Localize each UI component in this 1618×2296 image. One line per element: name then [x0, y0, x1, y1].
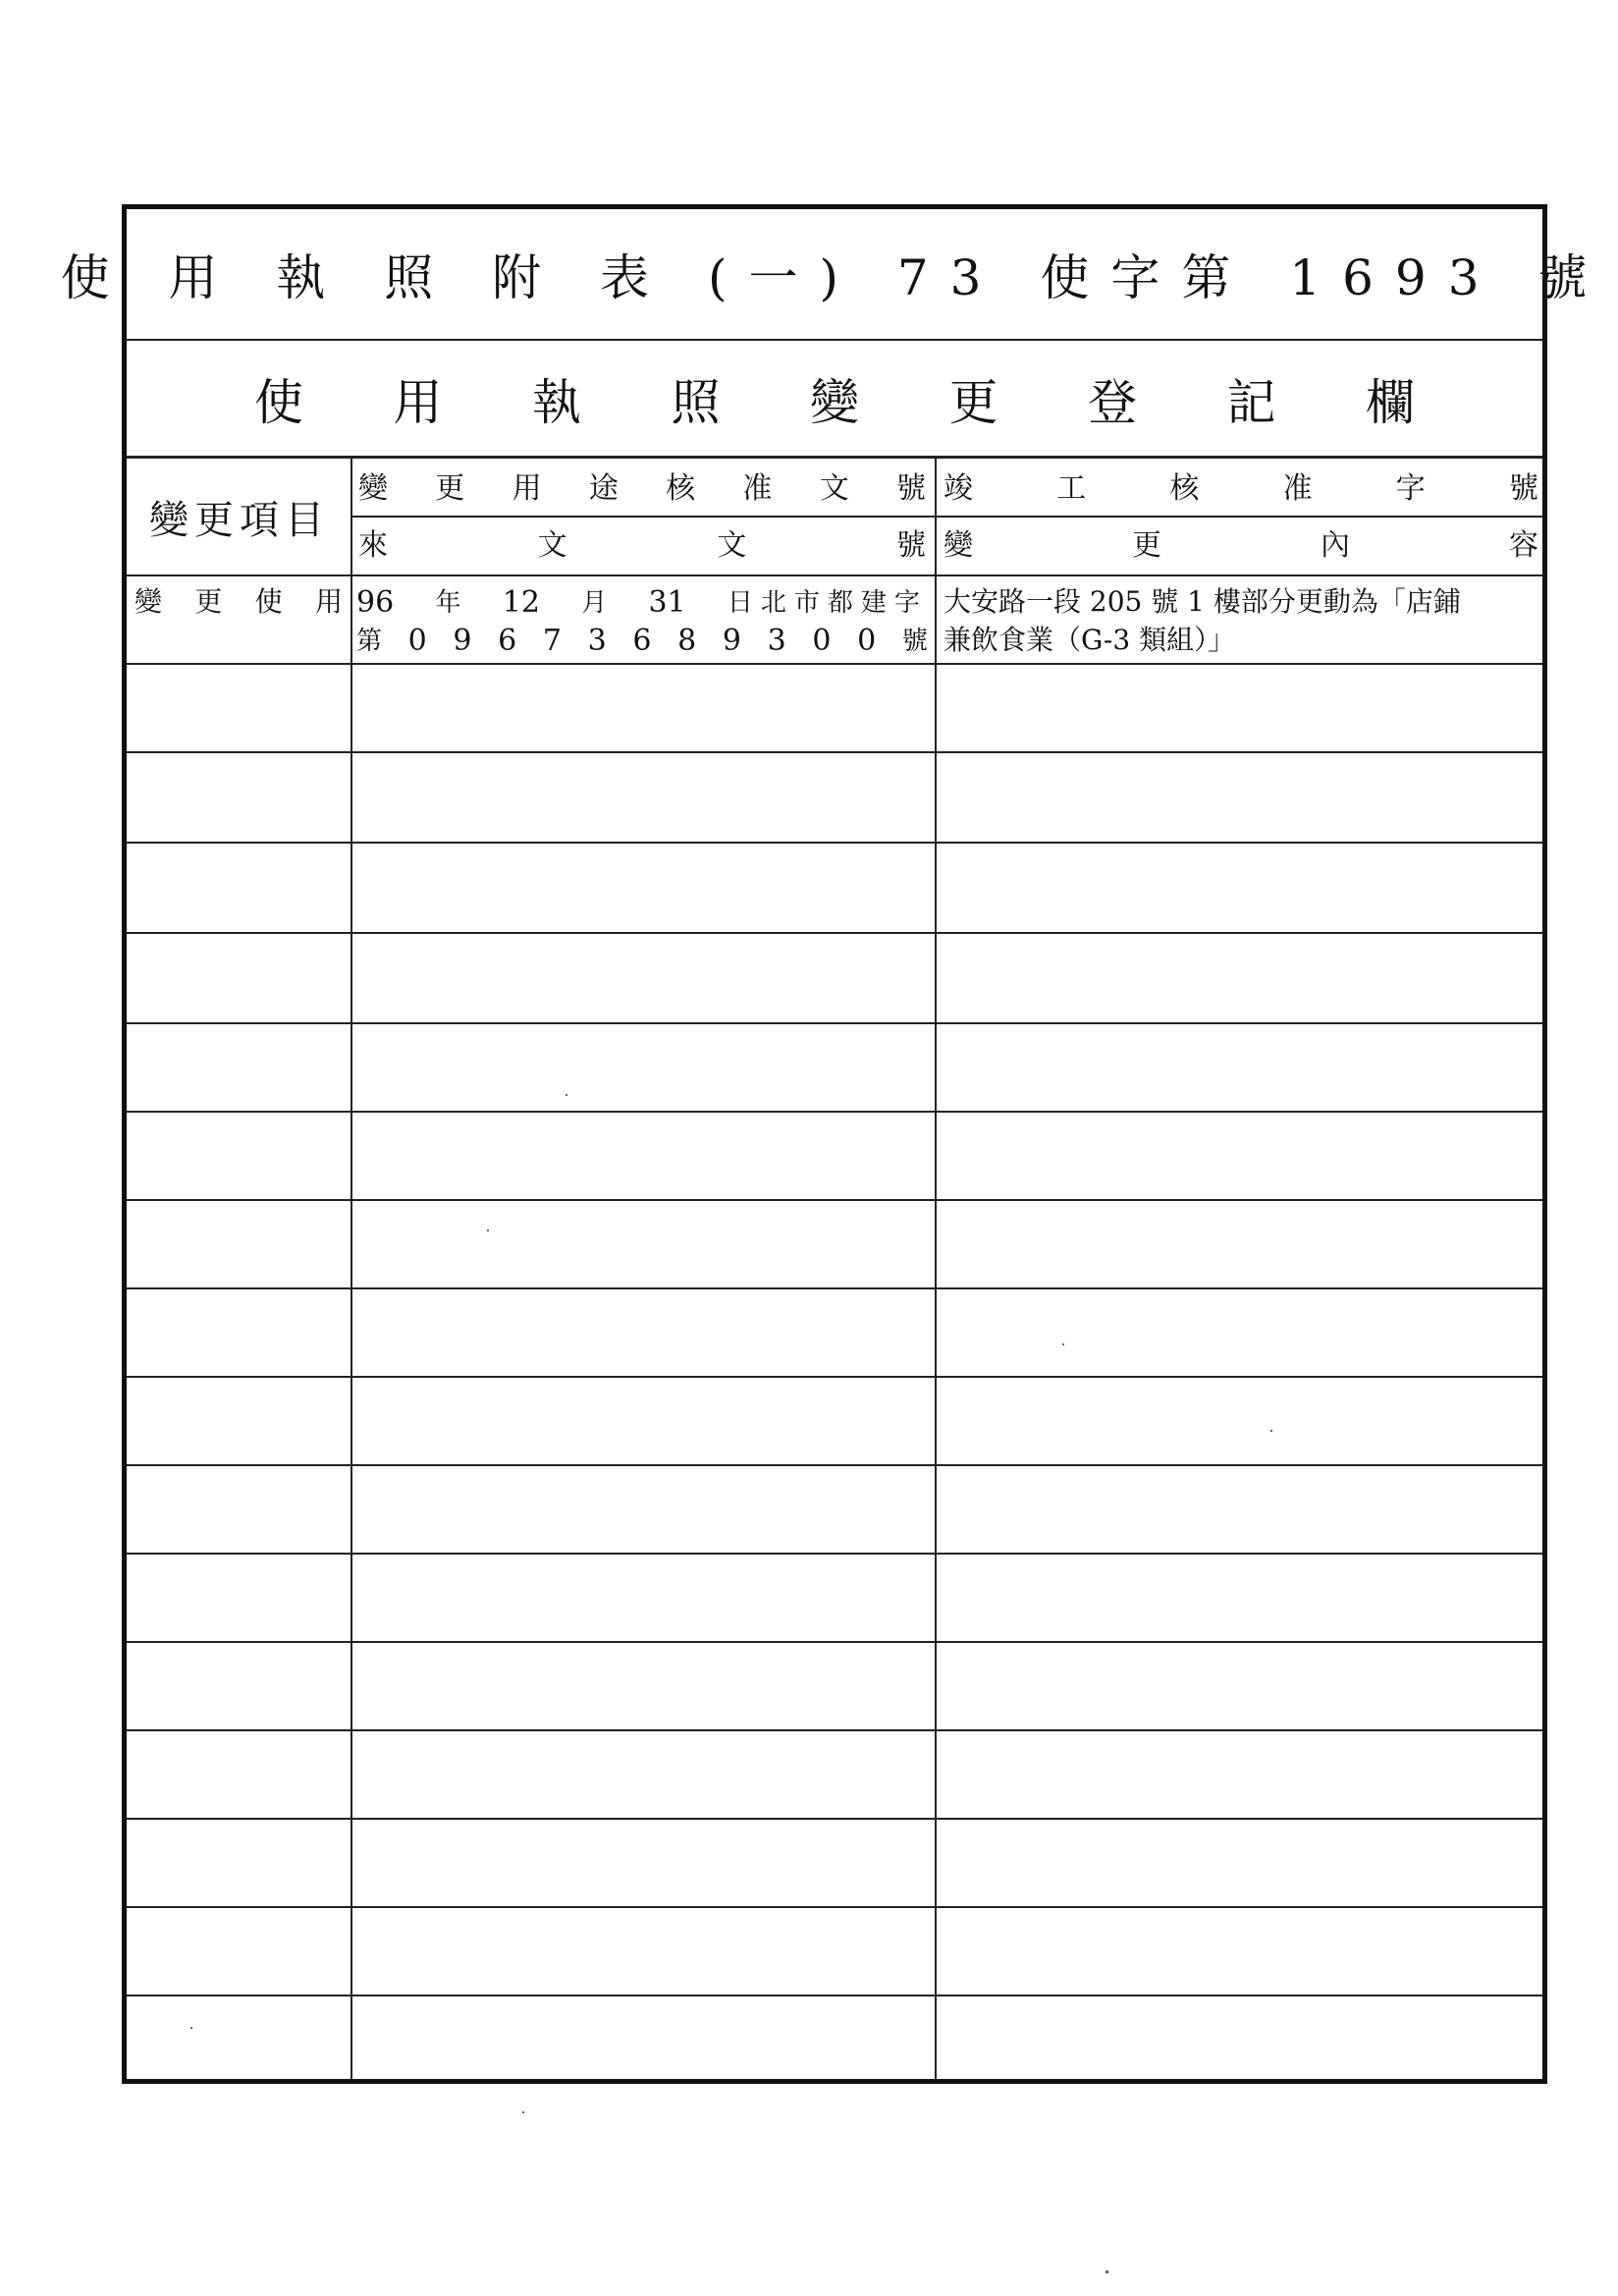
- row-line: [127, 1199, 1542, 1201]
- scan-speck: [190, 2027, 192, 2029]
- entry-change-content-line-1: 大安路一段 205 號 1 樓部分更動為「店鋪: [944, 585, 1461, 618]
- entry-change-item: 變 更 使 用: [135, 585, 343, 618]
- form-title: 使 用 執 照 附 表 (一) 73 使字第 1693 號: [60, 249, 1609, 306]
- row-line: [127, 663, 1542, 665]
- entry-change-content-line-2: 兼飲食業（G-3 類組）」: [944, 624, 1236, 656]
- row-line: [127, 1553, 1542, 1555]
- usage-permit-form: [60, 204, 1609, 2084]
- section-title-char: 用: [393, 373, 443, 431]
- row-line: [127, 1022, 1542, 1024]
- section-title-char: 登: [1088, 373, 1137, 431]
- form-title-row: [60, 209, 1609, 341]
- column-divider-1: [351, 459, 352, 2079]
- row-line: [127, 1729, 1542, 1731]
- row-line: [127, 1818, 1542, 1820]
- row-line: [127, 1376, 1542, 1378]
- scan-speck: [566, 1094, 567, 1096]
- row-line: [127, 1464, 1542, 1466]
- row-line: [127, 1906, 1542, 1908]
- section-title-char: 更: [948, 373, 998, 431]
- section-title-char: 欄: [1366, 373, 1415, 431]
- scan-speck: [1062, 1343, 1064, 1345]
- row-line: [127, 1995, 1542, 1996]
- section-title: [254, 341, 1415, 456]
- change-content-header: 變 更 內 容: [944, 528, 1538, 563]
- entry-reference-line-1: 96 年 12 月 31 日北市都建字: [356, 585, 928, 620]
- change-item-header: 變更項目: [149, 497, 330, 543]
- row-line: [127, 751, 1542, 753]
- section-title-char: 變: [810, 373, 859, 431]
- column-divider-2: [935, 459, 937, 2079]
- completion-approval-number-header: 竣 工 核 准 字 號: [944, 471, 1538, 506]
- header-split-line: [352, 516, 1542, 518]
- section-title-char: 記: [1226, 373, 1276, 431]
- incoming-doc-number-header: 來 文 文 號: [358, 528, 926, 563]
- section-title-char: 照: [671, 373, 721, 431]
- entry-reference-line-2: 第 0 9 6 7 3 6 8 9 3 0 0 號: [356, 624, 928, 658]
- section-title-row: [127, 341, 1542, 459]
- row-line: [127, 1111, 1542, 1113]
- scan-speck: [1106, 2270, 1108, 2273]
- scan-speck: [1270, 1430, 1272, 1432]
- section-title-char: 使: [254, 373, 303, 431]
- scan-speck: [522, 2111, 524, 2113]
- approval-number-header: 變 更 用 途 核 准 文 號: [358, 471, 926, 506]
- row-line: [127, 1287, 1542, 1289]
- row-line: [127, 1641, 1542, 1643]
- header-bottom-line: [127, 574, 1542, 576]
- row-line: [127, 842, 1542, 844]
- section-title-char: 執: [532, 373, 581, 431]
- scan-speck: [487, 1230, 489, 1231]
- row-line: [127, 932, 1542, 934]
